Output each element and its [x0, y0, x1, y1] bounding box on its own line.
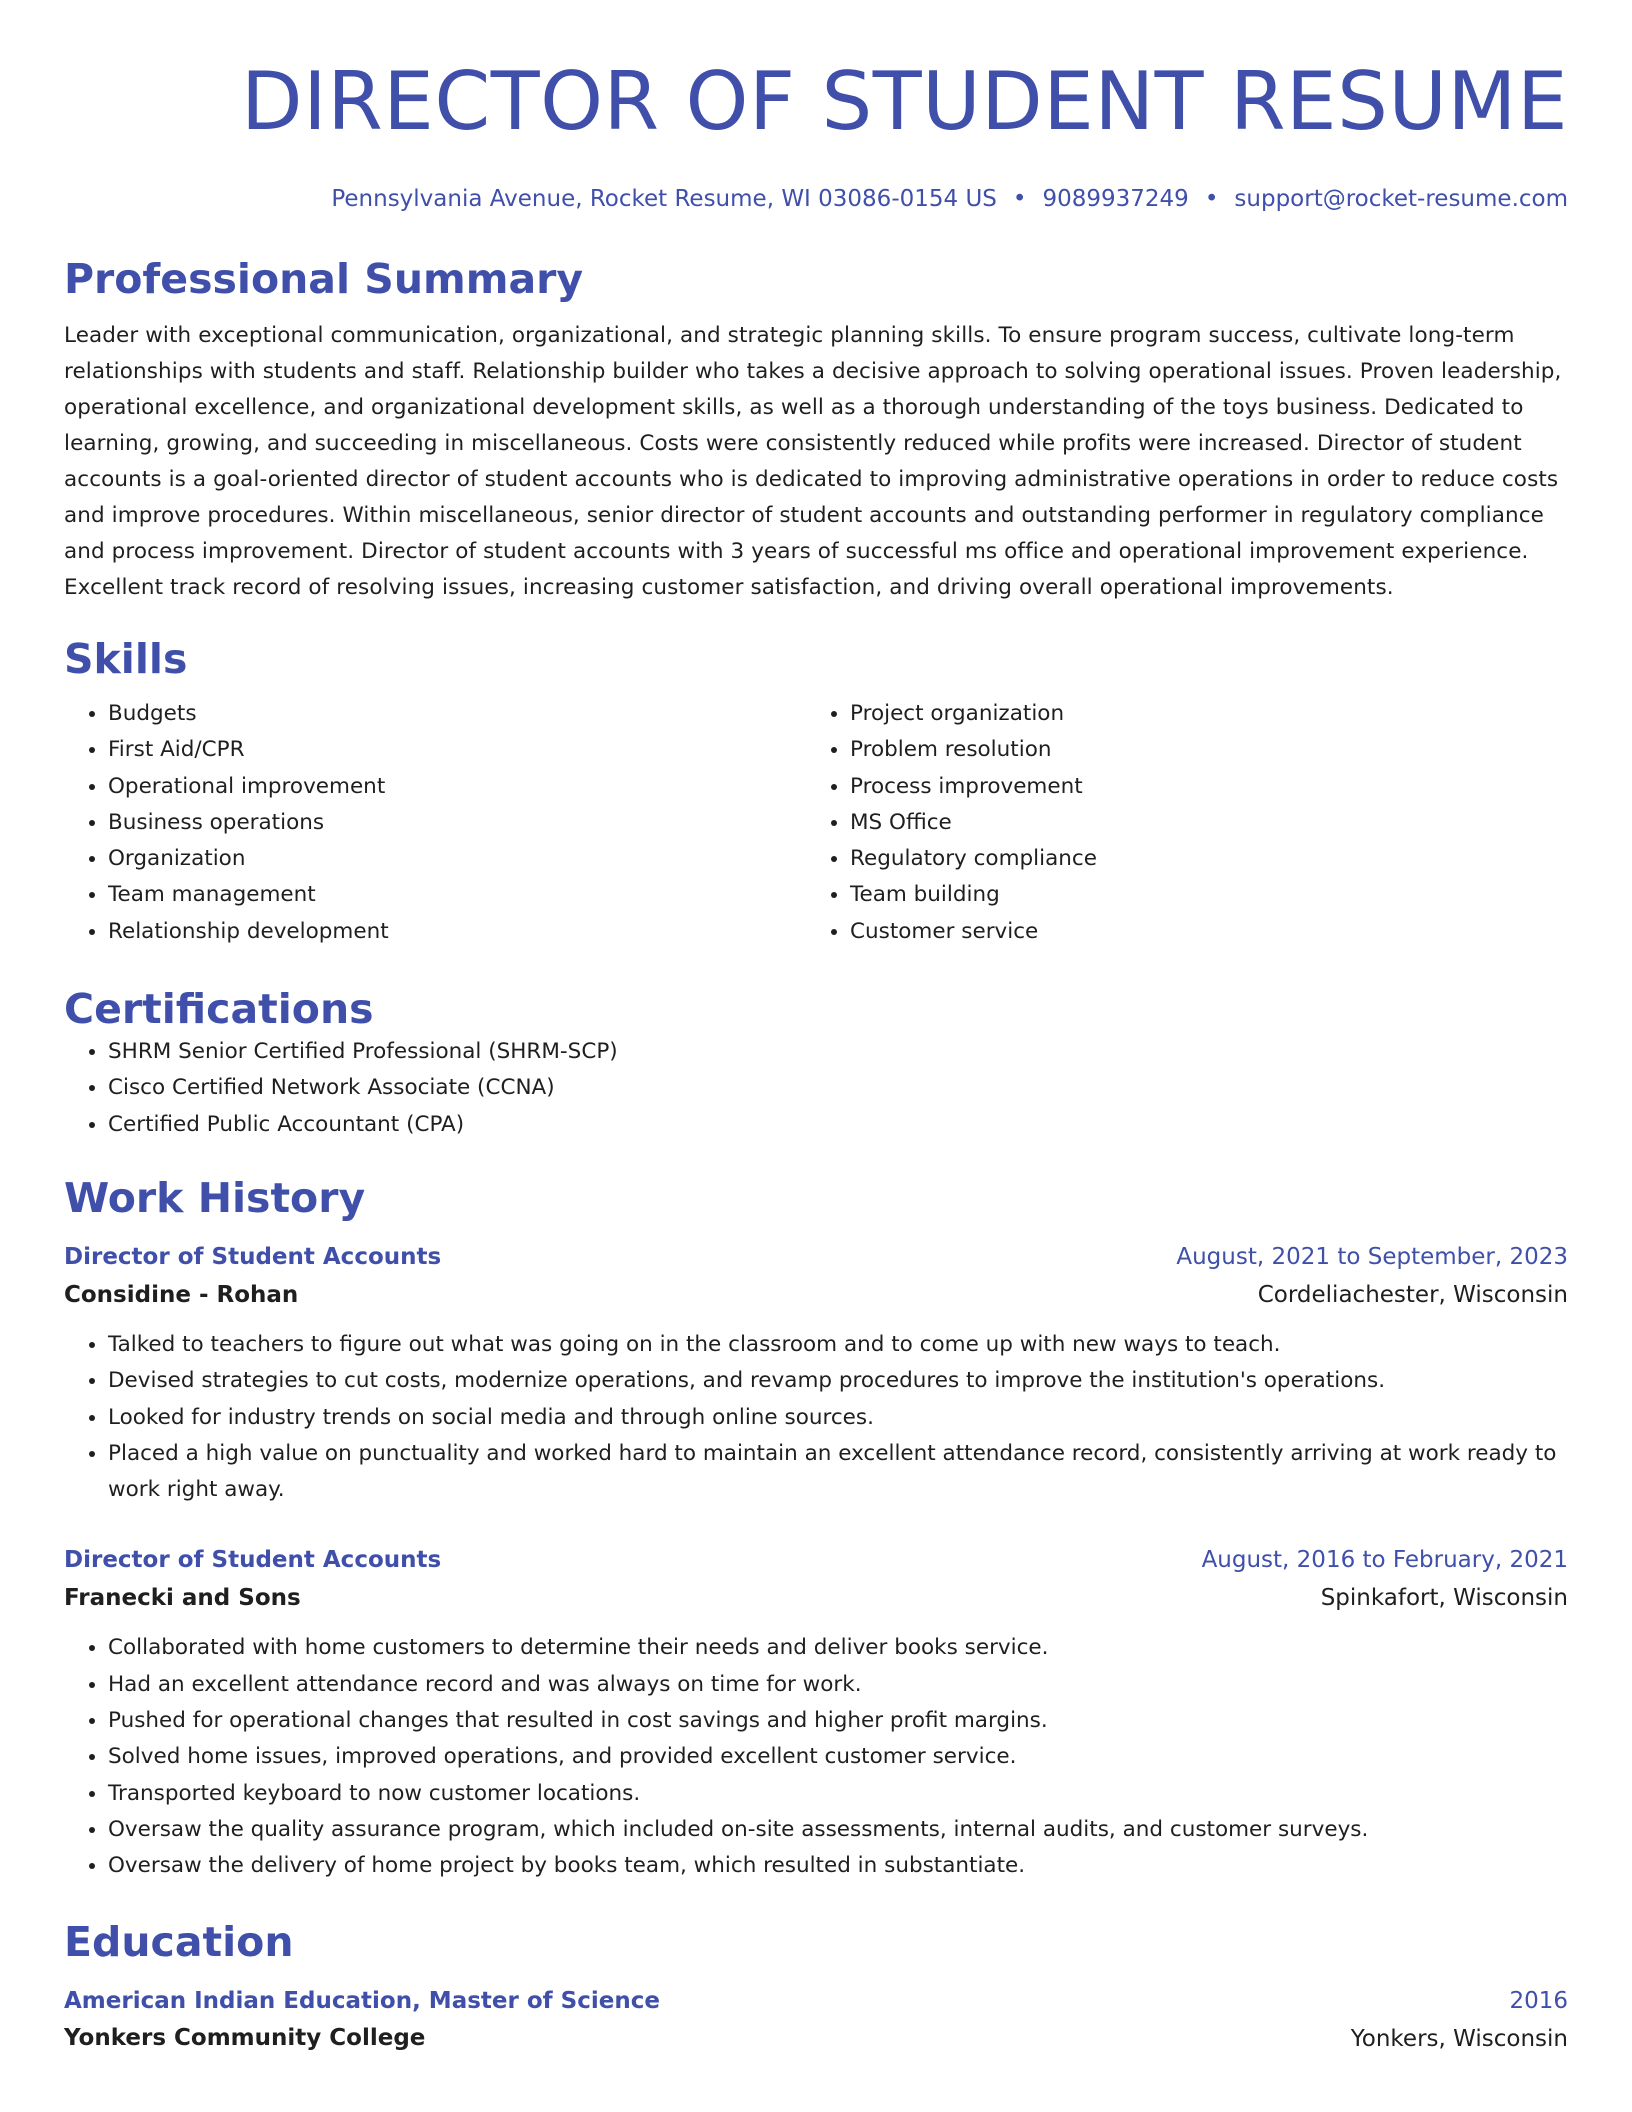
- skill-item: • Team building: [850, 877, 1548, 913]
- job-duty: • Oversaw the quality assurance program, which included on-site assessments, internal audits, and customer surveys.: [108, 1812, 1568, 1848]
- skills-column-right: [806, 696, 1548, 950]
- job-duties: [64, 1630, 1568, 1884]
- skill-item: • Business operations: [108, 805, 806, 841]
- skill-item: • Relationship development: [108, 914, 806, 950]
- skill-item: • Regulatory compliance: [850, 841, 1548, 877]
- job-location: Cordeliachester, Wisconsin: [1257, 1281, 1568, 1308]
- resume-title: DIRECTOR OF STUDENT RESUME: [241, 55, 1568, 148]
- phone: 9089937249: [1042, 186, 1189, 212]
- skill-item: • Budgets: [108, 696, 806, 732]
- skill-item: • Operational improvement: [108, 769, 806, 805]
- job-duty: • Talked to teachers to figure out what was going on in the classroom and to come up with new ways to teach.: [108, 1327, 1568, 1363]
- summary-text: Leader with exceptional communication, organizational, and strategic planning skills. To ensure program success, cultivate long-term relationships with students and staff. Relationship builder who takes a decisive approach to solving operational issues. Proven leadership, operational excellence, and organizational development skills, as well as a thorough understanding of the toys business. Dedicated to learning, growing, and succeeding in miscellaneous. Costs were consistently reduced while profits were increased. Director of student accounts is a goal-oriented director of student accounts who is dedicated to improving administrative operations in order to reduce costs and improve procedures. Within miscellaneous, senior director of student accounts and outstanding performer in regulatory compliance and process improvement. Director of student accounts with 3 years of successful ms office and operational improvement experience. Excellent track record of resolving issues, increasing customer satisfaction, and driving overall operational improvements.: [64, 323, 1562, 600]
- certifications-list: [64, 1034, 1568, 1143]
- skills-list: [64, 696, 1568, 950]
- work-history-heading: Work History: [64, 1173, 366, 1222]
- skill-item: • Customer service: [850, 914, 1548, 950]
- separator: •: [1012, 186, 1027, 212]
- job-duties: [64, 1327, 1568, 1508]
- job-duty: • Solved home issues, improved operations, and provided excellent customer service.: [108, 1739, 1568, 1775]
- skill-item: • Organization: [108, 841, 806, 877]
- email-link[interactable]: support@rocket-resume.com: [1234, 186, 1568, 212]
- job-location: Spinkafort, Wisconsin: [1320, 1585, 1568, 1612]
- job-duty: • Pushed for operational changes that resulted in cost savings and higher profit margins.: [108, 1703, 1568, 1739]
- skill-item: • Team management: [108, 877, 806, 913]
- job-duty: • Devised strategies to cut costs, modernize operations, and revamp procedures to improve the institution's operations.: [108, 1363, 1568, 1399]
- skill-item: • Problem resolution: [850, 732, 1548, 768]
- skills-column-left: [64, 696, 806, 950]
- job-duty: • Transported keyboard to now customer locations.: [108, 1776, 1568, 1812]
- job-dates: August, 2016 to February, 2021: [1201, 1547, 1568, 1574]
- school-name: Yonkers Community College: [64, 2024, 426, 2051]
- job-company: Considine - Rohan: [64, 1281, 299, 1308]
- job-dates: August, 2021 to September, 2023: [1176, 1243, 1568, 1270]
- contact-line: [64, 184, 1568, 214]
- certification-item: • SHRM Senior Certified Professional (SHRM-SCP): [108, 1034, 1568, 1070]
- skill-item: • MS Office: [850, 805, 1548, 841]
- certification-item: • Cisco Certified Network Associate (CCNA): [108, 1070, 1568, 1106]
- job-duty: • Looked for industry trends on social media and through online sources.: [108, 1400, 1568, 1436]
- job-company: Franecki and Sons: [64, 1585, 301, 1612]
- job-duty: • Collaborated with home customers to determine their needs and deliver books service.: [108, 1630, 1568, 1666]
- job-entry: [64, 1542, 1568, 1884]
- job-title: Director of Student Accounts: [64, 1243, 442, 1270]
- skill-item: • First Aid/CPR: [108, 732, 806, 768]
- certification-item: • Certified Public Accountant (CPA): [108, 1107, 1568, 1143]
- summary-heading: Professional Summary: [64, 255, 584, 303]
- education-year: 2016: [1509, 1987, 1568, 2014]
- resume-page: [64, 0, 1568, 2059]
- certifications-heading: Certifications: [64, 985, 374, 1034]
- job-entry: [64, 1239, 1568, 1508]
- separator: •: [1204, 186, 1219, 212]
- job-duty: • Had an excellent attendance record and was always on time for work.: [108, 1667, 1568, 1703]
- education-heading: Education: [64, 1917, 294, 1966]
- address: Pennsylvania Avenue, Rocket Resume, WI 03086-0154 US: [331, 186, 997, 212]
- school-location: Yonkers, Wisconsin: [1350, 2025, 1568, 2052]
- degree: American Indian Education, Master of Science: [64, 1987, 660, 2014]
- skill-item: • Process improvement: [850, 769, 1548, 805]
- education-entry: [64, 1983, 1568, 2059]
- job-duty: • Oversaw the delivery of home project by books team, which resulted in substantiate.: [108, 1848, 1568, 1884]
- skills-heading: Skills: [64, 635, 188, 683]
- job-title: Director of Student Accounts: [64, 1547, 442, 1574]
- skill-item: • Project organization: [850, 696, 1548, 732]
- job-duty: • Placed a high value on punctuality and worked hard to maintain an excellent attendance record, consistently arriving at work ready to work right away.: [108, 1436, 1568, 1509]
